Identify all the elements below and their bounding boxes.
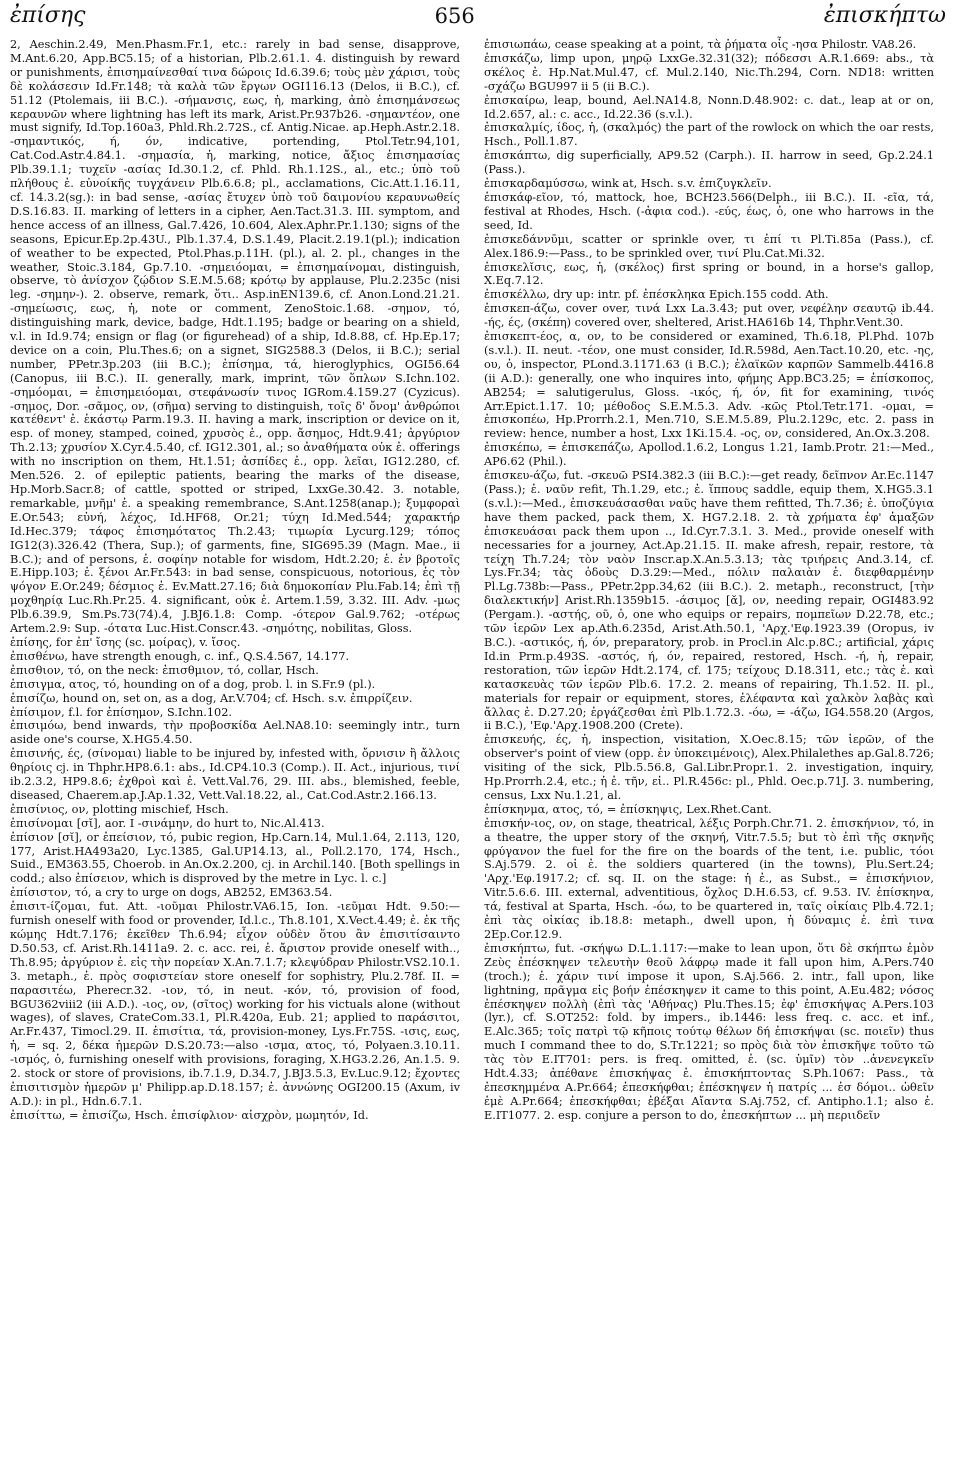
dictionary-entry: ἐπισκεπτ-έος, α, ον, to be considered or examined, Th.6.18, Pl.Phd. 107b (s.v.l.). II. neut. -τέον, one must consider, Id.R.598d, Aen.Tact.10.20, etc. -ης, ου, ὁ, inspector, PLond.3.1171.63 (i B.C.); ἐλαϊκῶν καρπῶν Sammelb.4416.8 (ii A.D.): generally, one who inquires into, φήμης App.BC3.25; = ἐπίσκοπος, AB254; = salutigerulus, Gloss. -ικός, ή, όν, fit for examining, τινός Arr.Epict.1.17. 10; μέθοδος S.E.M.5.3. Adv. -κῶς Ptol.Tetr.171. -ομαι, = ἐπισκοπέω, Hp.Prorrh.2.1, Men.710, S.E.M.5.89, Plu.2.129c, etc. 2. pass in review: hence, number a host, Lxx 1Ki.15.4. -ος, ον, considered, An.Ox.3.208. [484, 330, 934, 441]
dictionary-entry: ἐπίσιστον, τό, a cry to urge on dogs, AB252, EM363.54. [10, 886, 333, 900]
dictionary-entry: ἐπισιτ-ίζομαι, fut. Att. -ιοῦμαι Philostr.VA6.15, Ion. -ιεῦμαι Hdt. 9.50:—furnish oneself with food or provender, Id.l.c., Th.8.101, X.Vect.4.49; ἐ. ἐκ τῆς κώμης Hdt.7.176; ἐκεῖθεν Th.6.94; εἶχον οὐδὲν ὅτου ἂν ἐπισιτίσαιντο D.50.53, cf. Arist.Rh.1411a9. 2. c. acc. rei, ἐ. ἄριστον provide oneself with.., Th.8.95; ἀργύριον ἐ. εἰς τὴν πορείαν X.An.7.1.7; κλεψύδραν Philostr.VS2.10.1. 3. metaph., ἐ. πρὸς σοφιστείαν store oneself for sophistry, Plu.2.78f. II. = παρασιτέω, Pherecr.32. -ιον, τό, in neut. -κόν, τό, provision of food, BGU362viii2 (iii A.D.). -ιος, ον, (σῖτος) working for his victuals alone (without wages), of slaves, CrateCom.33.1, Pl.R.420a, Eub. 21; applied to παράσιτοι, Ar.Fr.437, Timocl.29. II. ἐπισίτια, τά, provision-money, Lys.Fr.75S. -ισις, εως, ἡ, = sq. 2, δέκα ἡμερῶν D.S.20.73:—also -ισμα, ατος, τό, Polyaen.3.10.11. -ισμός, ὁ, furnishing oneself with provisions, foraging, X.HG3.2.26, An.1.5. 9. 2. stock or store of provisions, ib.7.1.9, D.34.7, J.BJ3.5.3, Ev.Luc.9.12; ἔχοντες ἐπισιτισμὸν ἡμερῶν μ' Philipp.ap.D.18.157; ἐ. ἀννώνης OGI200.15 (Axum, iv A.D.): in pl., Hdn.6.7.1. [10, 900, 460, 1108]
dictionary-entry: ἐπισίνομαι [σῐ], aor. I -σινάμην, do hurt to, Nic.Al.413. [10, 816, 325, 830]
dictionary-entry: ἐπισθένω, have strength enough, c. inf., Q.S.4.567, 14.177. [10, 649, 350, 663]
columns [10, 38, 946, 1123]
dictionary-entry: ἐπισκέλλω, dry up: intr. pf. ἐπέσκληκα Epich.155 codd. Ath. [484, 288, 829, 302]
dictionary-entry: ἐπισκευ-άζω, fut. -σκευῶ PSI4.382.3 (iii B.C.):—get ready, δεῖπνον Ar.Ec.1147 (Pass.); ἐ. ναῦν refit, Th.1.29, etc.; ἐ. ἵππους saddle, equip them, X.HG5.3.1 (s.v.l.):—Med., ἐπισκευάσασθαι ναῦς have them refitted, Th.7.36; ἐ. ὑποζύγια have them packed, pack them, X. HG7.2.18. 2. τὰ χρήματα ἐφ' ἁμαξῶν ἐπισκευάσαι pack them upon .., Id.Cyr.7.3.1. 3. Med., provide oneself with necessaries for a journey, Act.Ap.21.15. II. make afresh, repair, restore, τὰ τείχη Th.7.24; τὸν ναὸν Inscr.ap.X.An.5.3.13; τὰς τριήρεις And.3.14, cf. Lys.Fr.34; τὰς ὁδοὺς D.3.29:—Med., πόλιν παλαιὰν ἐ. διεφθαρμένην Pl.Lg.738b:—Pass., PPetr.2pp.34,62 (iii B.C.). 2. metaph., reconstruct, [τὴν διαλεκτικήν] Arist.Rh.1359b15. -άσιμος [ᾰ], ον, needing repair, OGI483.92 (Pergam.). -αστής, οῦ, ὁ, one who equips or repairs, πομπεῖων D.22.78, etc.; τῶν ἱερῶν Lex ap.Ath.6.235d, Arist.Ath.50.1, 'Αρχ.'Εφ.1923.39 (Oropus, iv B.C.). -αστικός, ή, όν, preparatory, prob. in Procl.in Alc.p.8C.; artificial, χάρις Id.in Prm.p.493S. -αστός, ή, όν, repaired, restored, Hsch. -ή, ἡ, repair, restoration, τῶν ἱερῶν Hdt.2.174, cf. 175; τείχους D.18.311, etc.; τὰς ἐ. καὶ κατασκευὰς τῶν ἱερῶν Plb.6. 17.2. 2. means of repairing, Th.1.52. II. pl., materials for repair or equipment, stores, ἐλέφαντα καὶ χαλκὸν λαβὰς καὶ ἄλλας ἐ. D.27.20; ἐργάζεσθαι ἐπὶ Plb.1.72.3. -όω, = -άζω, IG4.558.20 (Argos, ii B.C.), 'Εφ.'Αρχ.1908.200 (Crete). [484, 469, 934, 733]
dictionary-entry: ἐπισκήν-ιος, ον, on stage, theatrical, λέξις Porph.Chr.71. 2. ἐπισκήνιον, τό, in a theatre, the upper story of the σκηνή, Vitr.7.5.5; but τὸ ἐπὶ τῆς σκηνῆς φρύγανον the fuel for the fire on the boards of the tent, i.e. public, τόοι S.Aj.579. 2. οἱ ἐ. the soldiers quartered (in the towns), Plu.Sert.24; 'Αρχ.'Εφ.1917.2; cf. sq. II. on the stage: ἡ ἐ., as Subst., = ἐπισκήνιον, Vitr.5.6.6. III. external, adventitious, ὄχλος D.H.6.53, cf. 9.53. IV. ἐπίσκηνα, τά, festival at Sparta, Hsch. -όω, to be quartered in, ταῖς οἰκίαις Plb.4.72.1; ἐπὶ τὰς οἰκίας ib.18.8: metaph., dwell upon, ἡ δύναμις ἐ. ἐπὶ τινα 2Ep.Cor.12.9. [484, 816, 934, 941]
left-guide-word: ἐπίσης [10, 3, 86, 28]
running-header [10, 4, 946, 30]
dictionary-entry: ἐπισκεδάννῡμι, scatter or sprinkle over, τι ἐπί τι Pl.Ti.85a (Pass.), cf. Alex.186.9:—Pass., to be sprinkled over, τινί Plu.Cat.Mi.32. [484, 232, 934, 260]
dictionary-entry: ἐπισκαρδαμύσσω, wink at, Hsch. s.v. ἐπιζυγκλεῖν. [484, 177, 772, 191]
dictionary-entry: ἐπισκαίρω, leap, bound, Ael.NA14.8, Nonn.D.48.902: c. dat., leap at or on, Id.2.657, al.: c. acc., Id.22.36 (s.v.l.). [484, 93, 934, 121]
dictionary-entry: ἐπισιωπάω, cease speaking at a point, τὰ ῥήματα οἷς -ησα Philostr. VA8.26. [484, 38, 917, 51]
dictionary-entry: ἐπίσκηνμα, ατος, τό, = ἐπίσκηψις, Lex.Rhet.Cant. [484, 802, 772, 816]
dictionary-entry: ἐπισκάφ-εῖον, τό, mattock, hoe, BCH23.566(Delph., iii B.C.). II. -εῖα, τά, festival at Rhodes, Hsch. (-ἀφια cod.). -εύς, έως, ὁ, one who harrows in the seed, Id. [484, 190, 934, 232]
right-column [484, 38, 934, 1123]
dictionary-entry: ἐπισκεπ-άζω, cover over, τινά Lxx La.3.43; put over, νεφέλην σεαυτῷ ib.44. -ής, ές, (σκέπη) covered over, sheltered, Arist.HA616b 14, Thphr.Vent.30. [484, 302, 934, 330]
dictionary-entry: ἐπισκέπω, = ἐπισκεπάζω, Apollod.1.6.2, Longus 1.21, Iamb.Protr. 21:—Med., AP6.62 (Phil.). [484, 441, 934, 469]
dictionary-entry: ἐπισίνιος, ον, plotting mischief, Hsch. [10, 802, 229, 816]
dictionary-entry: ἐπισκήπτω, fut. -σκήψω D.L.1.117:—make to lean upon, ὅτι δὲ σκήπτω ἐμὸν Ζεὺς ἐπέσκηψεν τελευτὴν θεοῦ λάφρῳ made it fall upon him, A.Pers.740 (troch.); ἐ. χάριν τινί impose it upon, S.Aj.566. 2. intr., fall upon, like lightning, πρᾶγμα εἰς βοήν ἐπέσκηψεν it came to this point, A.Eu.482; νόσος ἐπέσκηψεν πολλὴ (ἐπὶ τὰς 'Αθήνας) Plu.Thes.15; ἐφ' ἐπισκήψας A.Pers.103 (lyr.), cf. S.OT252: fold. by impers., ib.1446: less freq. c. acc. et inf., E.Alc.365; τοῖς πατρὶ τῷ κῆποις τούτῳ θέλων δή ἐπισκήψαι (sc. ποιεῖν) thus much I command thee to do, S.Tr.1221; so πρὸς διὰ τὸν ἐπισκῆψε τοῦτο τῶ τὰς τὸν E.IT701: pers. is freq. omitted, ἐ. (sc. ὑμῖν) τὸν ..ἀνενεγκεῖν Hdt.4.33; ἀπέθανε ἐπισκήψας ἐ. ἐπισκήπτοντας S.Ph.1067: Pass., τὰ ἐπεσκημμένα A.Pr.664; ἐπεσκήφθαι; ἐπέσκηψεν ἡ πατρίς ... ἐσ δόμοι.. ὠθεῖν ἐμὲ A.Pr.664; ἐπεσκήφθαι; ἑβέξαι Αἴαντα S.Aj.752, cf. Antipho.1.1; also ἐ. E.IT1077. 2. esp. conjure a person to do, ἐπεσκήπτων ... μὴ περιιδεῖν [484, 941, 934, 1122]
left-column [10, 38, 460, 1123]
dictionary-entry: ἐπισθιον, τό, on the neck: ἐπισθμιον, τό, collar, Hsch. [10, 663, 319, 677]
dictionary-entry: ἐπίσιον [σῐ], or ἐπείσιον, τό, pubic region, Hp.Carn.14, Mul.1.64, 2.113, 120, 177, Arist.HA493a20, Lyc.1385, Gal.UP14.13, al., Poll.2.170, 174, Hsch., Suid., EM363.55, Choerob. in An.Ox.2.200, cj. in Archil.140. [Both spellings in codd.; also ἐπίσειον, which is disproved by the metre in Lyc. l. c.] [10, 830, 460, 886]
page-number: 656 [434, 4, 475, 28]
dictionary-entry: 2, Aeschin.2.49, Men.Phasm.Fr.1, etc.: rarely in bad sense, disapprove, M.Ant.6.20, App.BC5.15; of a historian, Plb.2.61.1. 4. distinguish by reward or punishments, ἐπισημαίνεσθαί τινα δώροις Id.6.39.6; τοὺς μὲν χάρισι, τοὺς δὲ κολάσεσιν Id.Fr.148; τὰ καλὰ τῶν ἔργων OGI116.13 (Delos, ii B.C.), cf. 51.12 (Ptolemais, iii B.C.). -σήμανσις, εως, ἡ, marking, ἀπὸ ἐπισημάνσεως κεραυνῶν where lightning has left its mark, Arist.Pr.937b26. -σημαντέον, one must signify, Id.Top.160a3, Phld.Rh.2.72S., cf. Antig.Nicae. ap.Heph.Astr.2.18. -σημαντικός, ή, όν, indicative, portending, Ptol.Tetr.94,101, Cat.Cod.Astr.4.84.1. -σημασία, ἡ, marking, notice, ἄξιος ἐπισημασίας Plb.39.1.1; τυχεῖν -ασίας Id.30.1.2, cf. Phld. Rh.1.12S., al., etc.; ὑπὸ τοῦ πλήθους ἐ. εὐνοίκῆς τυγχάνειν Plb.6.6.8; pl., acclamations, Cic.Att.1.16.11, cf. 14.3.2(sg.): in bad sense, -ασίας ἔτυχεν ὑπὸ τοῦ δαιμονίου κεραυνωθείς D.S.16.83. II. marking of letters in a cipher, Aen.Tact.31.3. III. symptom, and hence access of an illness, Gal.7.426, 10.604, Alex.Aphr.Pr.1.130; signs of the seasons, Epicur.Ep.2p.43U., Plb.1.37.4, D.S.1.49, Placit.2.19.1(pl.); indication of weather to be expected, Ptol.Phas.p.11H. (pl.), al. 2. pl., changes in the weather, Stoic.3.184, Gp.7.10. -σημειόομαι, = ἐπισημαίνομαι, distinguish, observe, τὸ ἀνίσχον ζῴδιον S.E.M.5.68; κρότῳ by applause, Plu.2.235c (nisi leg. -σημην-). 2. observe, remark, ὅτι.. Asp.inEN139.6, cf. Anon.Lond.21.21. -σημείωσις, εως, ἡ, note or comment, ZenoStoic.1.68. -σημον, τό, distinguishing mark, device, badge, Hdt.1.195; badge or bearing on a shield, v.l. in Id.9.74; ensign or flag (or figurehead) of a ship, Id.8.88, cf. Hp.Ep.17; device on a coin, Plu.Thes.6; on a signet, SIG2588.3 (Delos, ii B.C.); serial number, PPetr.3p.203 (iii B.C.); ἐπίσημα, τά, hieroglyphics, OGI56.64 (Canopus, iii B.C.). II. generally, mark, imprint, τῶν ὅπλων S.Ichn.102. -σημόομαι, = ἐπισημειόομαι, στεφάνωσίν τινος IGRom.4.159.27 (Cyzicus). -σημος, Dor. -σᾶμος, ον, (σῆμα) serving to distinguish, τοῖς δ' ὄνομ' ἀνθρώποι κατέθεντ' ἐ. ἑκάστῳ Parm.19.3. II. having a mark, inscription or device on it, esp. of money, stamped, coined, χρυσὸς ἐ., opp. ἄσημος, Hdt.9.41; ἀργύριον Th.2.13; χρυσίον X.Cyr.4.5.40, cf. IG12.301, al.; so ἀναθήματα οὐκ ἐ. offerings with no inscription on them, Ht.1.51; ἀσπίδες ἐ., opp. λεῖαι, IG12.280, cf. Men.526. 2. of epileptic patients, bearing the marks of the disease, Hp.Morb.Sacr.8; of cattle, spotted or striped, LxxGe.30.42. 3. notable, remarkable, μνῆμ' ἐ. a speaking remembrance, S.Ant.1258(anap.); ξυμφοραὶ E.Or.543; εὐνή, λέχος, Id.HF68, Or.21; τύχη Id.Med.544; χαρακτήρ Id.Hec.379; τάφος ἐπισημότατος Th.2.43; τιμωρία Lycurg.129; τόπος IG12(3).326.42 (Thera, Sup.); of garments, fine, SIG695.39 (Magn. Mae., ii B.C.); and of persons, ἐ. σοφίην notable for wisdom, Hdt.2.20; ἐ. ἐν βροτοῖς E.Hipp.103; ἐ. ξένοι Ar.Fr.543: in bad sense, conspicuous, notorious, ἐς τὸν ψόγον E.Or.249; δέσμιος ἐ. Ev.Matt.27.16; διὰ δημοκοπίαν Plu.Fab.14; ἐπὶ τῇ μοχθηρίᾳ Luc.Rh.Pr.25. 4. significant, οὐκ ἐ. Artem.1.59, 3.32. III. Adv. -μως Plb.6.39.9, Sm.Ps.73(74).4, J.BJ6.1.8: Comp. -ότερον Gal.9.762; -οτέρως Artem.2.9: Sup. -ότατα Luc.Hist.Conscr.43. -σημότης, nobilitas, Gloss. [10, 38, 460, 636]
dictionary-entry: ἐπισινής, ές, (σίνομαι) liable to be injured by, infested with, ὄρνισιν ἢ ἄλλοις θηρίοις cj. in Thphr.HP8.6.1: abs., Id.CP4.10.3 (Comp.). II. Act., injurious, τινί ib.2.3.2, HP9.8.6; ἐχθροὶ καὶ ἐ. Vett.Val.76, 29. III. abs., blemished, feeble, diseased, Chaerem.ap.J.Ap.1.32, Vett.Val.18.22, al., Cat.Cod.Astr.2.166.13. [10, 747, 460, 802]
dictionary-entry: ἐπισκελῐσις, εως, ἡ, (σκέλος) first spring or bound, in a horse's gallop, X.Eq.7.12. [484, 260, 934, 288]
dictionary-entry: ἐπισίττω, = ἐπισίζω, Hsch. ἐπισίφλιον· αἰσχρὸν, μωμητόν, Id. [10, 1108, 369, 1122]
dictionary-entry: ἐπίσης, for ἐπ' ἴσης (sc. μοίρας), v. ἴσος. [10, 635, 241, 649]
dictionary-entry: ἐπίσιμον, f.l. for ἐπίσημον, S.Ichn.102. [10, 705, 232, 719]
dictionary-entry: ἐπισκάπτω, dig superficially, AP9.52 (Carph.). II. harrow in seed, Gp.2.24.1 (Pass.). [484, 149, 934, 177]
dictionary-entry: ἐπισίζω, hound on, set on, as a dog, Ar.V.704; cf. Hsch. s.v. ἐπιρρίζειν. [10, 691, 413, 705]
dictionary-entry: ἐπισιγμα, ατος, τό, hounding on of a dog, prob. l. in S.Fr.9 (pl.). [10, 677, 376, 691]
dictionary-entry: ἐπισκευής, ές, ἡ, inspection, visitation, X.Oec.8.15; τῶν ἱερῶν, of the observer's point of view (opp. ἐν ὑποκειμένοις), Alex.Philalethes ap.Gal.8.726; visiting of the sick, Plb.5.56.8, Gal.Libr.Propr.1. 2. investigation, inquiry, Hp.Prorrh.2.4, etc.; ἡ ἐ. τῆν, εἰ.. Pl.R.456c: pl., Phld. Oec.p.71J. 3. numbering, census, Lxx Nu.1.21, al. [484, 733, 934, 802]
dictionary-entry: ἐπισιμόω, bend inwards, τὴν προβοσκίδα Ael.NA8.10: seemingly intr., turn aside one's course, X.HG5.4.50. [10, 719, 460, 747]
right-guide-word: ἐπισκήπτω [823, 3, 946, 28]
dictionary-entry: ἐπισκάζω, limp upon, μηρῷ LxxGe.32.31(32); πόδεσσι A.R.1.669: abs., τὰ σκέλος ἐ. Hp.Nat.Mul.47, cf. Mul.2.140, Nic.Th.294, Corn. ND18: written -σχάζω BGU997 ii 5 (ii B.C.). [484, 51, 934, 93]
dictionary-entry: ἐπισκαλμίς, ίδος, ἡ, (σκαλμός) the part of the rowlock on which the oar rests, Hsch., Poll.1.87. [484, 121, 934, 149]
